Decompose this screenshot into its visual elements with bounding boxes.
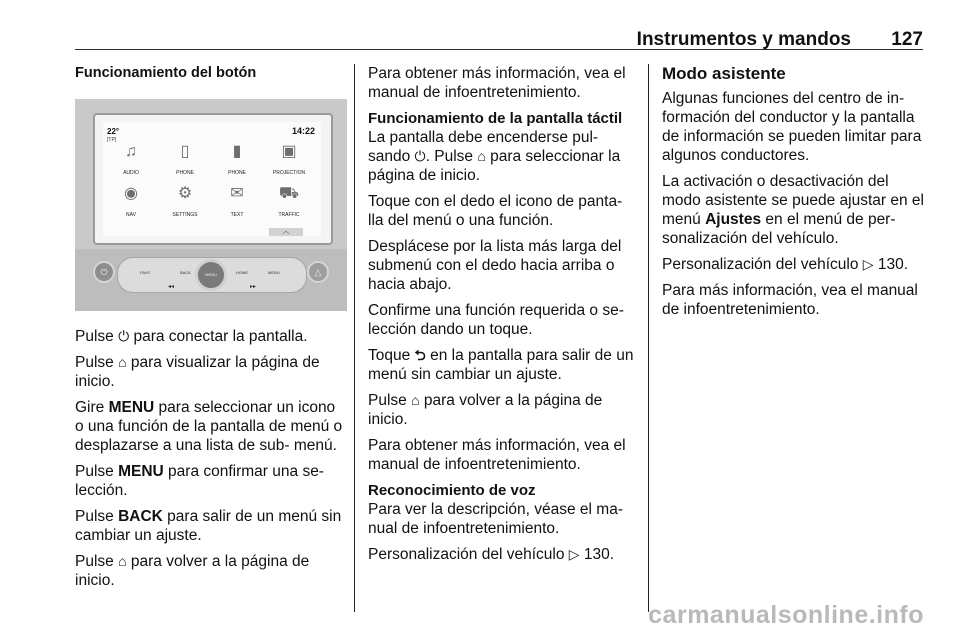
app-audio[interactable]: ♫ AUDIO (107, 142, 155, 183)
column-3 (662, 64, 926, 326)
paragraph: Pulse ⌂ para volver a la página de inicio. (75, 553, 310, 589)
favs-button[interactable]: FAVS (140, 270, 150, 275)
paragraph: Toque ⮌ en la pantalla para salir de un menú sin cambiar un ajuste. (368, 347, 634, 383)
infotainment-figure (75, 99, 347, 311)
reference-arrow-icon: ▷ (568, 546, 580, 562)
paragraph: Pulse ⏻ para conectar la pantalla. (75, 328, 308, 345)
screen-clock: 14:22 (291, 126, 315, 136)
column-2 (368, 64, 634, 571)
paragraph: Algunas funciones del centro de in- formación del conductor y la pantalla de información se pueden limitar para algunos conductores. (662, 90, 922, 164)
power-icon: ⏻ (414, 148, 426, 164)
paragraph: Para ver la descripción, véase el ma- nual de infoentretenimiento. (368, 501, 624, 537)
paragraph: Pulse BACK para salir de un menú sin cambiar un ajuste. (75, 508, 342, 544)
back-button[interactable]: BACK (180, 270, 191, 275)
traffic-icon: ⛟ (278, 185, 300, 202)
menu-knob[interactable]: MENU (195, 259, 227, 291)
paragraph: Pulse ⌂ para visualizar la página de inicio. (75, 354, 320, 390)
home-icon: ⌂ (118, 553, 127, 569)
app-settings[interactable]: ⚙ SETTINGS (161, 184, 209, 225)
music-icon: ♫ (125, 143, 137, 160)
display-frame (93, 113, 333, 245)
paragraph: Pulse ⌂ para volver a la página de inicio. (368, 392, 603, 428)
page-header (75, 0, 923, 50)
display-screen (103, 122, 321, 236)
paragraph: Para más información, vea el manual de infoentretenimiento. (662, 282, 918, 318)
app-phone-2[interactable]: ▮ PHONE (213, 142, 261, 183)
paragraph: Para obtener más información, vea el manual de infoentretenimiento. (368, 65, 626, 101)
screen-tp-label: [TP] (107, 137, 117, 143)
chevron-up-icon[interactable]: ︿ (269, 228, 303, 236)
screen-temperature: 22° (107, 127, 120, 136)
paragraph: La pantalla debe encenderse pul- sando ⏻. Pulse ⌂ para seleccionar la página de inicio. (368, 129, 621, 184)
hazard-icon[interactable]: △ (307, 261, 329, 283)
watermark: carmanualsonline.info (648, 601, 924, 629)
home-icon: ⌂ (477, 148, 486, 164)
app-projection[interactable]: ▣ PROJECTION (265, 142, 313, 183)
paragraph: La activación o desactivación del modo asistente se puede ajustar en el menú Ajustes en el menú de per- sonalización del vehículo. (662, 173, 924, 247)
phone-projection-icon: ▮ (232, 143, 242, 160)
message-icon: ✉ (230, 185, 244, 202)
menu-button-small[interactable]: MENU (268, 270, 280, 275)
heading-assistant-mode: Modo asistente (662, 64, 786, 83)
subheading-voice: Reconocimiento de voz (368, 482, 536, 499)
home-icon: ⌂ (118, 354, 127, 370)
paragraph: Toque con el dedo el icono de panta- lla del menú o una función. (368, 193, 623, 229)
page-number: 127 (891, 29, 923, 50)
section-title: Instrumentos y mandos (636, 29, 851, 50)
gear-icon: ⚙ (177, 185, 193, 202)
app-phone[interactable]: ▯ PHONE (161, 142, 209, 183)
power-knob[interactable]: ⏻ (93, 261, 115, 283)
paragraph: Desplácese por la lista más larga del submenú con el dedo hacia arriba o hacia abajo. (368, 238, 622, 293)
power-icon: ⏻ (118, 328, 130, 344)
seek-back-icon[interactable]: ◂◂ (168, 284, 175, 290)
reference-arrow-icon: ▷ (862, 256, 874, 272)
home-icon: ⌂ (411, 392, 420, 408)
back-arrow-icon: ⮌ (414, 347, 426, 363)
column-1 (75, 64, 347, 597)
column-divider-1 (354, 64, 355, 612)
paragraph: Confirme una función requerida o se- lección dando un toque. (368, 302, 624, 338)
subheading-touchscreen: Funcionamiento de la pantalla táctil (368, 110, 623, 127)
heading-button-operation: Funcionamiento del botón (75, 65, 257, 81)
paragraph: Para obtener más información, vea el manual de infoentretenimiento. (368, 437, 626, 473)
seek-forward-icon[interactable]: ▸▸ (250, 284, 257, 290)
phone-icon: ▯ (180, 143, 190, 160)
paragraph: Gire MENU para seleccionar un icono o una función de la pantalla de menú o desplazarse a una lista de sub- menú. (75, 399, 343, 454)
paragraph: Personalización del vehículo ▷ 130. (368, 546, 615, 563)
compass-icon: ◉ (124, 185, 138, 202)
column-divider-2 (648, 64, 649, 612)
paragraph: Personalización del vehículo ▷ 130. (662, 256, 909, 273)
app-traffic[interactable]: ⛟ TRAFFIC (265, 184, 313, 225)
app-text[interactable]: ✉ TEXT (213, 184, 261, 225)
home-button[interactable]: HOME (236, 270, 248, 275)
app-nav[interactable]: ◉ NAV (107, 184, 155, 225)
projection-icon: ▣ (281, 143, 297, 160)
paragraph: Pulse MENU para confirmar una se- lección. (75, 463, 324, 499)
control-console (75, 249, 347, 311)
